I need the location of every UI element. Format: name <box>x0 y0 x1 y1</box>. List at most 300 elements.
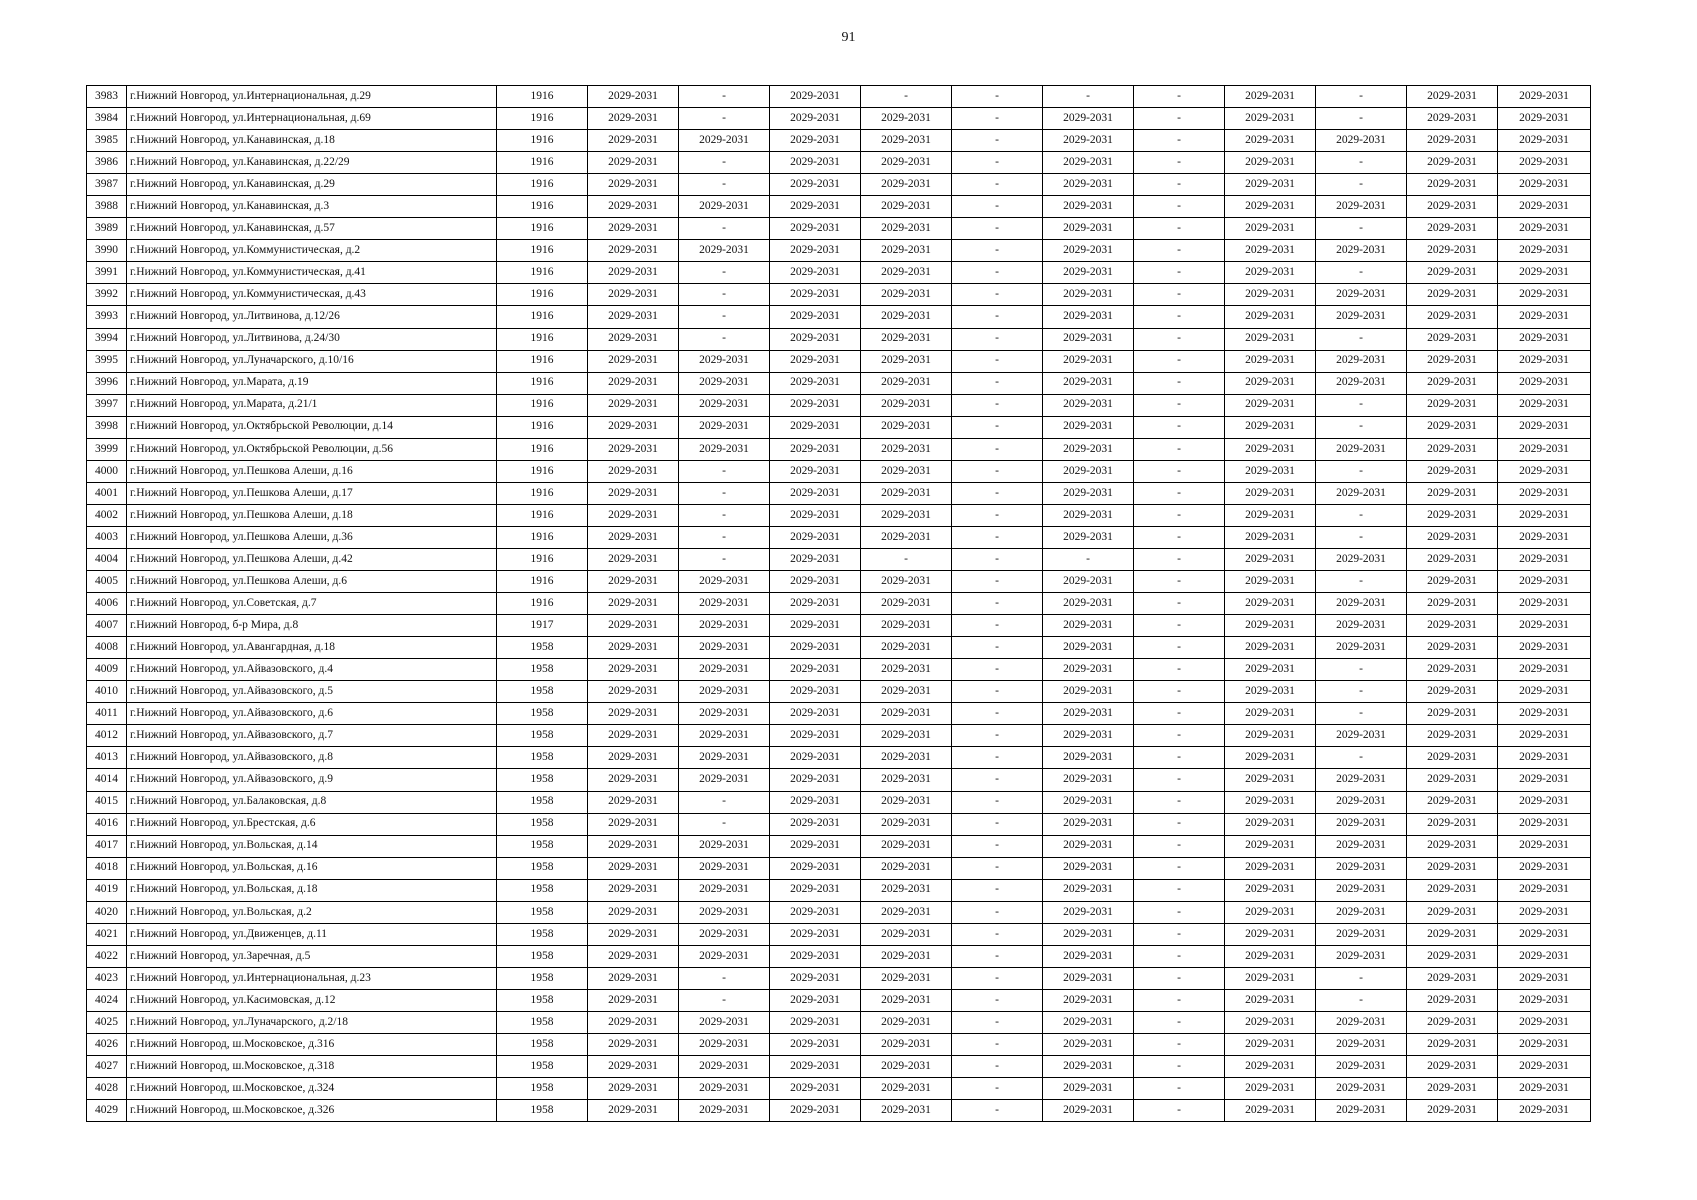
cell-period-1: 2029-2031 <box>588 857 679 879</box>
cell-period-1: 2029-2031 <box>588 615 679 637</box>
cell-period-5: - <box>952 350 1043 372</box>
cell-period-4: 2029-2031 <box>861 571 952 593</box>
cell-row-number: 4025 <box>87 1011 127 1033</box>
cell-period-5: - <box>952 1011 1043 1033</box>
cell-period-10: 2029-2031 <box>1407 659 1498 681</box>
cell-period-7: - <box>1134 526 1225 548</box>
cell-period-9: 2029-2031 <box>1316 637 1407 659</box>
cell-period-3: 2029-2031 <box>770 416 861 438</box>
table-row <box>87 1011 1591 1033</box>
cell-row-number: 4020 <box>87 901 127 923</box>
cell-address: г.Нижний Новгород, ул.Марата, д.19 <box>127 372 497 394</box>
cell-period-8: 2029-2031 <box>1225 681 1316 703</box>
cell-period-8: 2029-2031 <box>1225 350 1316 372</box>
cell-period-6: 2029-2031 <box>1043 989 1134 1011</box>
cell-period-5: - <box>952 791 1043 813</box>
cell-period-3: 2029-2031 <box>770 835 861 857</box>
cell-period-7: - <box>1134 262 1225 284</box>
cell-period-2: 2029-2031 <box>679 615 770 637</box>
cell-period-10: 2029-2031 <box>1407 813 1498 835</box>
cell-period-6: 2029-2031 <box>1043 1034 1134 1056</box>
cell-period-3: 2029-2031 <box>770 989 861 1011</box>
cell-period-5: - <box>952 86 1043 108</box>
cell-year: 1916 <box>497 262 588 284</box>
cell-period-4: 2029-2031 <box>861 725 952 747</box>
table-row <box>87 240 1591 262</box>
cell-address: г.Нижний Новгород, ул.Пешкова Алеши, д.16 <box>127 460 497 482</box>
cell-period-5: - <box>952 615 1043 637</box>
cell-period-6: 2029-2031 <box>1043 681 1134 703</box>
cell-period-4: 2029-2031 <box>861 218 952 240</box>
cell-year: 1916 <box>497 548 588 570</box>
cell-period-1: 2029-2031 <box>588 879 679 901</box>
cell-period-4: 2029-2031 <box>861 747 952 769</box>
cell-period-10: 2029-2031 <box>1407 284 1498 306</box>
cell-row-number: 4011 <box>87 703 127 725</box>
table-row <box>87 1034 1591 1056</box>
cell-period-5: - <box>952 879 1043 901</box>
cell-period-4: 2029-2031 <box>861 945 952 967</box>
cell-period-2: - <box>679 548 770 570</box>
cell-period-2: 2029-2031 <box>679 1078 770 1100</box>
cell-row-number: 4001 <box>87 482 127 504</box>
cell-period-3: 2029-2031 <box>770 615 861 637</box>
cell-period-10: 2029-2031 <box>1407 857 1498 879</box>
cell-period-4: 2029-2031 <box>861 328 952 350</box>
cell-period-1: 2029-2031 <box>588 967 679 989</box>
cell-period-5: - <box>952 306 1043 328</box>
cell-period-6: 2029-2031 <box>1043 835 1134 857</box>
cell-period-4: 2029-2031 <box>861 857 952 879</box>
cell-period-8: 2029-2031 <box>1225 593 1316 615</box>
cell-period-7: - <box>1134 967 1225 989</box>
cell-period-4: 2029-2031 <box>861 1100 952 1122</box>
cell-period-11: 2029-2031 <box>1498 615 1591 637</box>
cell-period-5: - <box>952 945 1043 967</box>
cell-address: г.Нижний Новгород, ул.Айвазовского, д.7 <box>127 725 497 747</box>
cell-period-3: 2029-2031 <box>770 350 861 372</box>
cell-period-5: - <box>952 1100 1043 1122</box>
cell-period-6: 2029-2031 <box>1043 130 1134 152</box>
cell-period-5: - <box>952 857 1043 879</box>
cell-period-4: 2029-2031 <box>861 108 952 130</box>
table-row <box>87 350 1591 372</box>
cell-period-10: 2029-2031 <box>1407 967 1498 989</box>
cell-row-number: 3996 <box>87 372 127 394</box>
cell-period-9: - <box>1316 152 1407 174</box>
cell-period-4: 2029-2031 <box>861 284 952 306</box>
cell-period-11: 2029-2031 <box>1498 196 1591 218</box>
cell-address: г.Нижний Новгород, ул.Вольская, д.16 <box>127 857 497 879</box>
cell-period-2: 2029-2031 <box>679 350 770 372</box>
cell-period-5: - <box>952 460 1043 482</box>
cell-period-7: - <box>1134 747 1225 769</box>
cell-year: 1916 <box>497 108 588 130</box>
cell-period-3: 2029-2031 <box>770 791 861 813</box>
cell-period-7: - <box>1134 108 1225 130</box>
cell-period-5: - <box>952 681 1043 703</box>
cell-period-4: 2029-2031 <box>861 769 952 791</box>
cell-period-5: - <box>952 1078 1043 1100</box>
cell-period-11: 2029-2031 <box>1498 1034 1591 1056</box>
cell-row-number: 4017 <box>87 835 127 857</box>
cell-period-8: 2029-2031 <box>1225 1078 1316 1100</box>
cell-period-8: 2029-2031 <box>1225 747 1316 769</box>
cell-period-5: - <box>952 438 1043 460</box>
cell-period-1: 2029-2031 <box>588 548 679 570</box>
table-row <box>87 438 1591 460</box>
cell-period-2: 2029-2031 <box>679 1011 770 1033</box>
cell-period-9: 2029-2031 <box>1316 835 1407 857</box>
cell-period-7: - <box>1134 1056 1225 1078</box>
cell-period-9: 2029-2031 <box>1316 615 1407 637</box>
cell-period-4: 2029-2031 <box>861 416 952 438</box>
cell-period-6: - <box>1043 548 1134 570</box>
cell-period-5: - <box>952 901 1043 923</box>
cell-period-4: - <box>861 86 952 108</box>
cell-period-9: 2029-2031 <box>1316 769 1407 791</box>
cell-period-1: 2029-2031 <box>588 328 679 350</box>
cell-year: 1958 <box>497 989 588 1011</box>
cell-row-number: 3984 <box>87 108 127 130</box>
cell-period-1: 2029-2031 <box>588 1078 679 1100</box>
cell-period-7: - <box>1134 328 1225 350</box>
cell-row-number: 3990 <box>87 240 127 262</box>
cell-period-3: 2029-2031 <box>770 152 861 174</box>
cell-year: 1958 <box>497 901 588 923</box>
cell-period-7: - <box>1134 923 1225 945</box>
cell-period-9: - <box>1316 967 1407 989</box>
cell-year: 1916 <box>497 372 588 394</box>
cell-row-number: 4009 <box>87 659 127 681</box>
cell-period-7: - <box>1134 791 1225 813</box>
cell-period-9: - <box>1316 328 1407 350</box>
cell-address: г.Нижний Новгород, ш.Московское, д.316 <box>127 1034 497 1056</box>
cell-period-11: 2029-2031 <box>1498 725 1591 747</box>
table-row <box>87 835 1591 857</box>
cell-row-number: 4008 <box>87 637 127 659</box>
cell-period-5: - <box>952 747 1043 769</box>
cell-period-3: 2029-2031 <box>770 240 861 262</box>
cell-period-9: 2029-2031 <box>1316 593 1407 615</box>
cell-period-7: - <box>1134 593 1225 615</box>
cell-period-4: - <box>861 548 952 570</box>
cell-year: 1958 <box>497 967 588 989</box>
cell-row-number: 4016 <box>87 813 127 835</box>
cell-address: г.Нижний Новгород, ул.Айвазовского, д.6 <box>127 703 497 725</box>
cell-address: г.Нижний Новгород, ул.Интернациональная, д.23 <box>127 967 497 989</box>
cell-period-3: 2029-2031 <box>770 328 861 350</box>
cell-period-7: - <box>1134 460 1225 482</box>
cell-period-5: - <box>952 262 1043 284</box>
cell-period-4: 2029-2031 <box>861 262 952 284</box>
cell-period-1: 2029-2031 <box>588 1034 679 1056</box>
cell-period-5: - <box>952 548 1043 570</box>
cell-period-2: 2029-2031 <box>679 659 770 681</box>
cell-period-2: 2029-2031 <box>679 747 770 769</box>
cell-period-7: - <box>1134 416 1225 438</box>
cell-period-9: - <box>1316 174 1407 196</box>
cell-period-1: 2029-2031 <box>588 1011 679 1033</box>
cell-period-5: - <box>952 108 1043 130</box>
cell-year: 1916 <box>497 460 588 482</box>
cell-period-9: 2029-2031 <box>1316 306 1407 328</box>
table-row <box>87 1100 1591 1122</box>
cell-period-9: - <box>1316 526 1407 548</box>
cell-period-3: 2029-2031 <box>770 901 861 923</box>
cell-period-7: - <box>1134 240 1225 262</box>
cell-period-3: 2029-2031 <box>770 86 861 108</box>
cell-period-9: 2029-2031 <box>1316 923 1407 945</box>
cell-period-4: 2029-2031 <box>861 130 952 152</box>
cell-period-10: 2029-2031 <box>1407 945 1498 967</box>
cell-period-6: 2029-2031 <box>1043 482 1134 504</box>
cell-period-11: 2029-2031 <box>1498 593 1591 615</box>
cell-row-number: 4029 <box>87 1100 127 1122</box>
cell-period-6: 2029-2031 <box>1043 350 1134 372</box>
cell-period-3: 2029-2031 <box>770 1100 861 1122</box>
table-row <box>87 130 1591 152</box>
cell-period-2: 2029-2031 <box>679 945 770 967</box>
cell-period-10: 2029-2031 <box>1407 394 1498 416</box>
cell-period-10: 2029-2031 <box>1407 526 1498 548</box>
cell-row-number: 4004 <box>87 548 127 570</box>
cell-year: 1916 <box>497 504 588 526</box>
cell-period-11: 2029-2031 <box>1498 681 1591 703</box>
cell-row-number: 3983 <box>87 86 127 108</box>
cell-period-4: 2029-2031 <box>861 637 952 659</box>
cell-period-1: 2029-2031 <box>588 835 679 857</box>
cell-period-10: 2029-2031 <box>1407 108 1498 130</box>
cell-address: г.Нижний Новгород, ул.Канавинская, д.29 <box>127 174 497 196</box>
cell-period-2: - <box>679 989 770 1011</box>
cell-period-8: 2029-2031 <box>1225 174 1316 196</box>
cell-period-3: 2029-2031 <box>770 1034 861 1056</box>
cell-period-10: 2029-2031 <box>1407 835 1498 857</box>
cell-period-4: 2029-2031 <box>861 306 952 328</box>
cell-period-11: 2029-2031 <box>1498 945 1591 967</box>
cell-period-11: 2029-2031 <box>1498 504 1591 526</box>
cell-period-1: 2029-2031 <box>588 637 679 659</box>
cell-period-2: 2029-2031 <box>679 923 770 945</box>
cell-period-5: - <box>952 482 1043 504</box>
table-row <box>87 526 1591 548</box>
cell-period-7: - <box>1134 152 1225 174</box>
cell-period-2: - <box>679 460 770 482</box>
cell-row-number: 3993 <box>87 306 127 328</box>
cell-address: г.Нижний Новгород, ул.Вольская, д.2 <box>127 901 497 923</box>
cell-period-11: 2029-2031 <box>1498 1100 1591 1122</box>
cell-period-11: 2029-2031 <box>1498 548 1591 570</box>
page-number: 91 <box>841 30 856 45</box>
cell-period-10: 2029-2031 <box>1407 372 1498 394</box>
cell-period-5: - <box>952 1034 1043 1056</box>
cell-year: 1916 <box>497 196 588 218</box>
cell-year: 1958 <box>497 1011 588 1033</box>
cell-period-6: 2029-2031 <box>1043 196 1134 218</box>
cell-period-11: 2029-2031 <box>1498 526 1591 548</box>
cell-period-7: - <box>1134 615 1225 637</box>
cell-period-1: 2029-2031 <box>588 394 679 416</box>
cell-period-3: 2029-2031 <box>770 548 861 570</box>
cell-period-8: 2029-2031 <box>1225 196 1316 218</box>
cell-period-2: - <box>679 174 770 196</box>
cell-period-3: 2029-2031 <box>770 262 861 284</box>
cell-period-4: 2029-2031 <box>861 923 952 945</box>
cell-period-9: 2029-2031 <box>1316 945 1407 967</box>
cell-period-2: - <box>679 791 770 813</box>
cell-period-10: 2029-2031 <box>1407 769 1498 791</box>
cell-period-5: - <box>952 526 1043 548</box>
table-row <box>87 548 1591 570</box>
cell-period-3: 2029-2031 <box>770 284 861 306</box>
cell-period-7: - <box>1134 482 1225 504</box>
cell-period-9: - <box>1316 747 1407 769</box>
cell-period-9: 2029-2031 <box>1316 284 1407 306</box>
cell-period-10: 2029-2031 <box>1407 174 1498 196</box>
table-row <box>87 1056 1591 1078</box>
cell-period-1: 2029-2031 <box>588 945 679 967</box>
cell-period-2: 2029-2031 <box>679 372 770 394</box>
cell-period-10: 2029-2031 <box>1407 504 1498 526</box>
cell-period-8: 2029-2031 <box>1225 791 1316 813</box>
cell-year: 1958 <box>497 747 588 769</box>
table-row <box>87 306 1591 328</box>
cell-period-7: - <box>1134 879 1225 901</box>
cell-row-number: 4015 <box>87 791 127 813</box>
cell-period-9: 2029-2031 <box>1316 725 1407 747</box>
cell-period-11: 2029-2031 <box>1498 306 1591 328</box>
cell-period-8: 2029-2031 <box>1225 725 1316 747</box>
cell-period-7: - <box>1134 1034 1225 1056</box>
cell-period-5: - <box>952 571 1043 593</box>
cell-period-8: 2029-2031 <box>1225 548 1316 570</box>
cell-period-9: 2029-2031 <box>1316 372 1407 394</box>
cell-address: г.Нижний Новгород, ул.Айвазовского, д.4 <box>127 659 497 681</box>
cell-address: г.Нижний Новгород, ул.Литвинова, д.24/30 <box>127 328 497 350</box>
cell-address: г.Нижний Новгород, ул.Канавинская, д.22/29 <box>127 152 497 174</box>
cell-period-3: 2029-2031 <box>770 923 861 945</box>
cell-period-1: 2029-2031 <box>588 262 679 284</box>
cell-address: г.Нижний Новгород, ул.Айвазовского, д.9 <box>127 769 497 791</box>
table-row <box>87 703 1591 725</box>
cell-period-1: 2029-2031 <box>588 901 679 923</box>
cell-period-8: 2029-2031 <box>1225 306 1316 328</box>
cell-period-6: 2029-2031 <box>1043 1100 1134 1122</box>
cell-period-11: 2029-2031 <box>1498 989 1591 1011</box>
cell-address: г.Нижний Новгород, ул.Советская, д.7 <box>127 593 497 615</box>
cell-period-2: 2029-2031 <box>679 901 770 923</box>
cell-year: 1916 <box>497 416 588 438</box>
cell-period-6: 2029-2031 <box>1043 747 1134 769</box>
cell-period-2: 2029-2031 <box>679 416 770 438</box>
cell-period-3: 2029-2031 <box>770 174 861 196</box>
cell-row-number: 4010 <box>87 681 127 703</box>
cell-address: г.Нижний Новгород, ул.Октябрьской Революции, д.14 <box>127 416 497 438</box>
cell-period-1: 2029-2031 <box>588 1100 679 1122</box>
cell-period-1: 2029-2031 <box>588 989 679 1011</box>
cell-period-1: 2029-2031 <box>588 593 679 615</box>
cell-period-1: 2029-2031 <box>588 703 679 725</box>
cell-period-1: 2029-2031 <box>588 372 679 394</box>
cell-year: 1958 <box>497 1034 588 1056</box>
cell-address: г.Нижний Новгород, ул.Движенцев, д.11 <box>127 923 497 945</box>
cell-period-6: 2029-2031 <box>1043 526 1134 548</box>
cell-period-4: 2029-2031 <box>861 1056 952 1078</box>
cell-address: г.Нижний Новгород, ул.Интернациональная, д.29 <box>127 86 497 108</box>
cell-period-6: 2029-2031 <box>1043 218 1134 240</box>
cell-period-5: - <box>952 725 1043 747</box>
cell-period-9: - <box>1316 108 1407 130</box>
cell-period-8: 2029-2031 <box>1225 372 1316 394</box>
cell-period-11: 2029-2031 <box>1498 372 1591 394</box>
cell-period-3: 2029-2031 <box>770 372 861 394</box>
cell-period-11: 2029-2031 <box>1498 923 1591 945</box>
cell-period-10: 2029-2031 <box>1407 615 1498 637</box>
cell-period-1: 2029-2031 <box>588 725 679 747</box>
cell-year: 1958 <box>497 879 588 901</box>
cell-period-6: 2029-2031 <box>1043 791 1134 813</box>
cell-period-1: 2029-2031 <box>588 747 679 769</box>
cell-row-number: 3998 <box>87 416 127 438</box>
cell-row-number: 4028 <box>87 1078 127 1100</box>
cell-period-7: - <box>1134 306 1225 328</box>
cell-address: г.Нижний Новгород, ул.Интернациональная, д.69 <box>127 108 497 130</box>
cell-period-8: 2029-2031 <box>1225 108 1316 130</box>
cell-period-2: - <box>679 284 770 306</box>
cell-period-1: 2029-2031 <box>588 306 679 328</box>
cell-period-2: 2029-2031 <box>679 681 770 703</box>
table-row <box>87 725 1591 747</box>
cell-row-number: 4006 <box>87 593 127 615</box>
cell-row-number: 4005 <box>87 571 127 593</box>
table-row <box>87 218 1591 240</box>
cell-period-6: 2029-2031 <box>1043 1056 1134 1078</box>
cell-period-7: - <box>1134 989 1225 1011</box>
cell-period-2: - <box>679 504 770 526</box>
cell-period-8: 2029-2031 <box>1225 152 1316 174</box>
cell-period-2: - <box>679 86 770 108</box>
cell-period-2: - <box>679 482 770 504</box>
cell-period-3: 2029-2031 <box>770 306 861 328</box>
cell-period-9: 2029-2031 <box>1316 1100 1407 1122</box>
table-row <box>87 571 1591 593</box>
cell-period-6: 2029-2031 <box>1043 725 1134 747</box>
cell-period-8: 2029-2031 <box>1225 284 1316 306</box>
table-row <box>87 615 1591 637</box>
table-row <box>87 196 1591 218</box>
cell-period-3: 2029-2031 <box>770 526 861 548</box>
cell-period-1: 2029-2031 <box>588 350 679 372</box>
table-row <box>87 394 1591 416</box>
cell-address: г.Нижний Новгород, ул.Балаковская, д.8 <box>127 791 497 813</box>
cell-period-11: 2029-2031 <box>1498 879 1591 901</box>
table-row <box>87 504 1591 526</box>
cell-period-7: - <box>1134 1100 1225 1122</box>
cell-period-5: - <box>952 923 1043 945</box>
cell-year: 1958 <box>497 1056 588 1078</box>
cell-period-8: 2029-2031 <box>1225 416 1316 438</box>
cell-period-2: - <box>679 262 770 284</box>
cell-address: г.Нижний Новгород, ул.Коммунистическая, д.2 <box>127 240 497 262</box>
cell-year: 1916 <box>497 328 588 350</box>
cell-period-11: 2029-2031 <box>1498 438 1591 460</box>
cell-period-10: 2029-2031 <box>1407 130 1498 152</box>
cell-period-4: 2029-2031 <box>861 989 952 1011</box>
cell-period-11: 2029-2031 <box>1498 901 1591 923</box>
cell-period-5: - <box>952 394 1043 416</box>
cell-year: 1958 <box>497 835 588 857</box>
